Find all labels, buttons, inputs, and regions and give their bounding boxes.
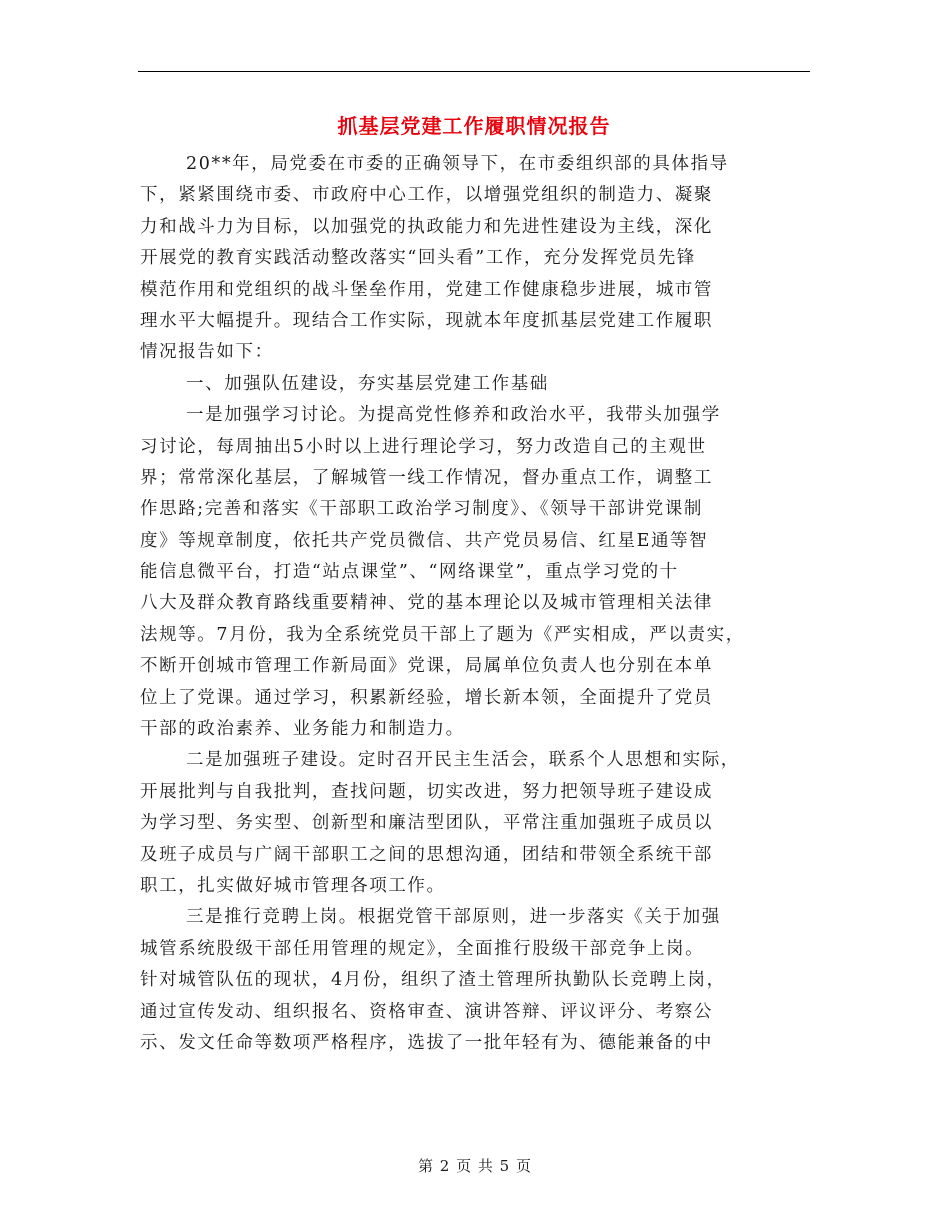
body-line: 界；常常深化基层，了解城管一线工作情况，督办重点工作，调整工 xyxy=(140,467,713,488)
body-line: 能信息微平台，打造“站点课堂”、“网络课堂”，重点学习党的十 xyxy=(140,562,679,583)
body-line: 习讨论，每周抽出5小时以上进行理论学习，努力改造自己的主观世 xyxy=(140,436,707,457)
body-line: 开展党的教育实践活动整改落实“回头看”工作，充分发挥党员先锋 xyxy=(140,248,696,269)
body-line: 八大及群众教育路线重要精神、党的基本理论以及城市管理相关法律 xyxy=(140,593,713,614)
body-line: 法规等。7月份，我为全系统党员干部上了题为《严实相成，严以责实， xyxy=(140,624,745,645)
body-line: 通过宣传发动、组织报名、资格审查、演讲答辩、评议评分、考察公 xyxy=(140,1001,713,1022)
body-line: 度》等规章制度，依托共产党员微信、共产党员易信、红星E通等智 xyxy=(140,530,709,551)
body-line: 二是加强班子建设。定时召开民主生活会，联系个人思想和实际， xyxy=(186,750,740,771)
body-line: 开展批判与自我批判，查找问题，切实改进，努力把领导班子建设成 xyxy=(140,781,713,802)
body-line: 情况报告如下： xyxy=(140,342,274,363)
page-footer: 第 2 页 共 5 页 xyxy=(418,1157,532,1175)
header-rule xyxy=(138,71,810,72)
body-line: 一是加强学习讨论。为提高党性修养和政治水平，我带头加强学 xyxy=(186,405,721,426)
body-line: 力和战斗力为目标，以加强党的执政能力和先进性建设为主线，深化 xyxy=(140,216,713,237)
body-line: 20**年，局党委在市委的正确领导下，在市委组织部的具体指导 xyxy=(186,154,729,174)
body-line: 示、发文任命等数项严格程序，选拔了一批年轻有为、德能兼备的中 xyxy=(140,1032,713,1053)
body-line: 位上了党课。通过学习，积累新经验，增长新本领，全面提升了党员 xyxy=(140,687,713,708)
body-line: 一、加强队伍建设，夯实基层党建工作基础 xyxy=(186,373,549,394)
body-line: 城管系统股级干部任用管理的规定》，全面推行股级干部竞争上岗。 xyxy=(140,938,705,959)
body-line: 职工，扎实做好城市管理各项工作。 xyxy=(140,875,446,896)
body-line: 作思路;完善和落实《干部职工政治学习制度》、《领导干部讲党课制 xyxy=(140,499,703,520)
body-line: 下，紧紧围绕市委、市政府中心工作，以增强党组织的制造力、凝聚 xyxy=(140,185,713,206)
body-line: 及班子成员与广阔干部职工之间的思想沟通，团结和带领全系统干部 xyxy=(140,844,713,865)
body-line: 三是推行竞聘上岗。根据党管干部原则，进一步落实《关于加强 xyxy=(186,907,721,928)
body-line: 干部的政治素养、业务能力和制造力。 xyxy=(140,719,465,740)
body-line: 不断开创城市管理工作新局面》党课，局属单位负责人也分别在本单 xyxy=(140,656,713,677)
body-line: 模范作用和党组织的战斗堡垒作用，党建工作健康稳步进展，城市管 xyxy=(140,279,713,300)
document-body xyxy=(140,149,812,1059)
body-line: 为学习型、务实型、创新型和廉洁型团队，平常注重加强班子成员以 xyxy=(140,813,713,834)
body-line: 理水平大幅提升。现结合工作实际，现就本年度抓基层党建工作履职 xyxy=(140,310,713,331)
document-title: 抓基层党建工作履职情况报告 xyxy=(337,114,611,138)
body-line: 针对城管队伍的现状，4月份，组织了渣土管理所执勤队长竞聘上岗， xyxy=(140,970,726,991)
